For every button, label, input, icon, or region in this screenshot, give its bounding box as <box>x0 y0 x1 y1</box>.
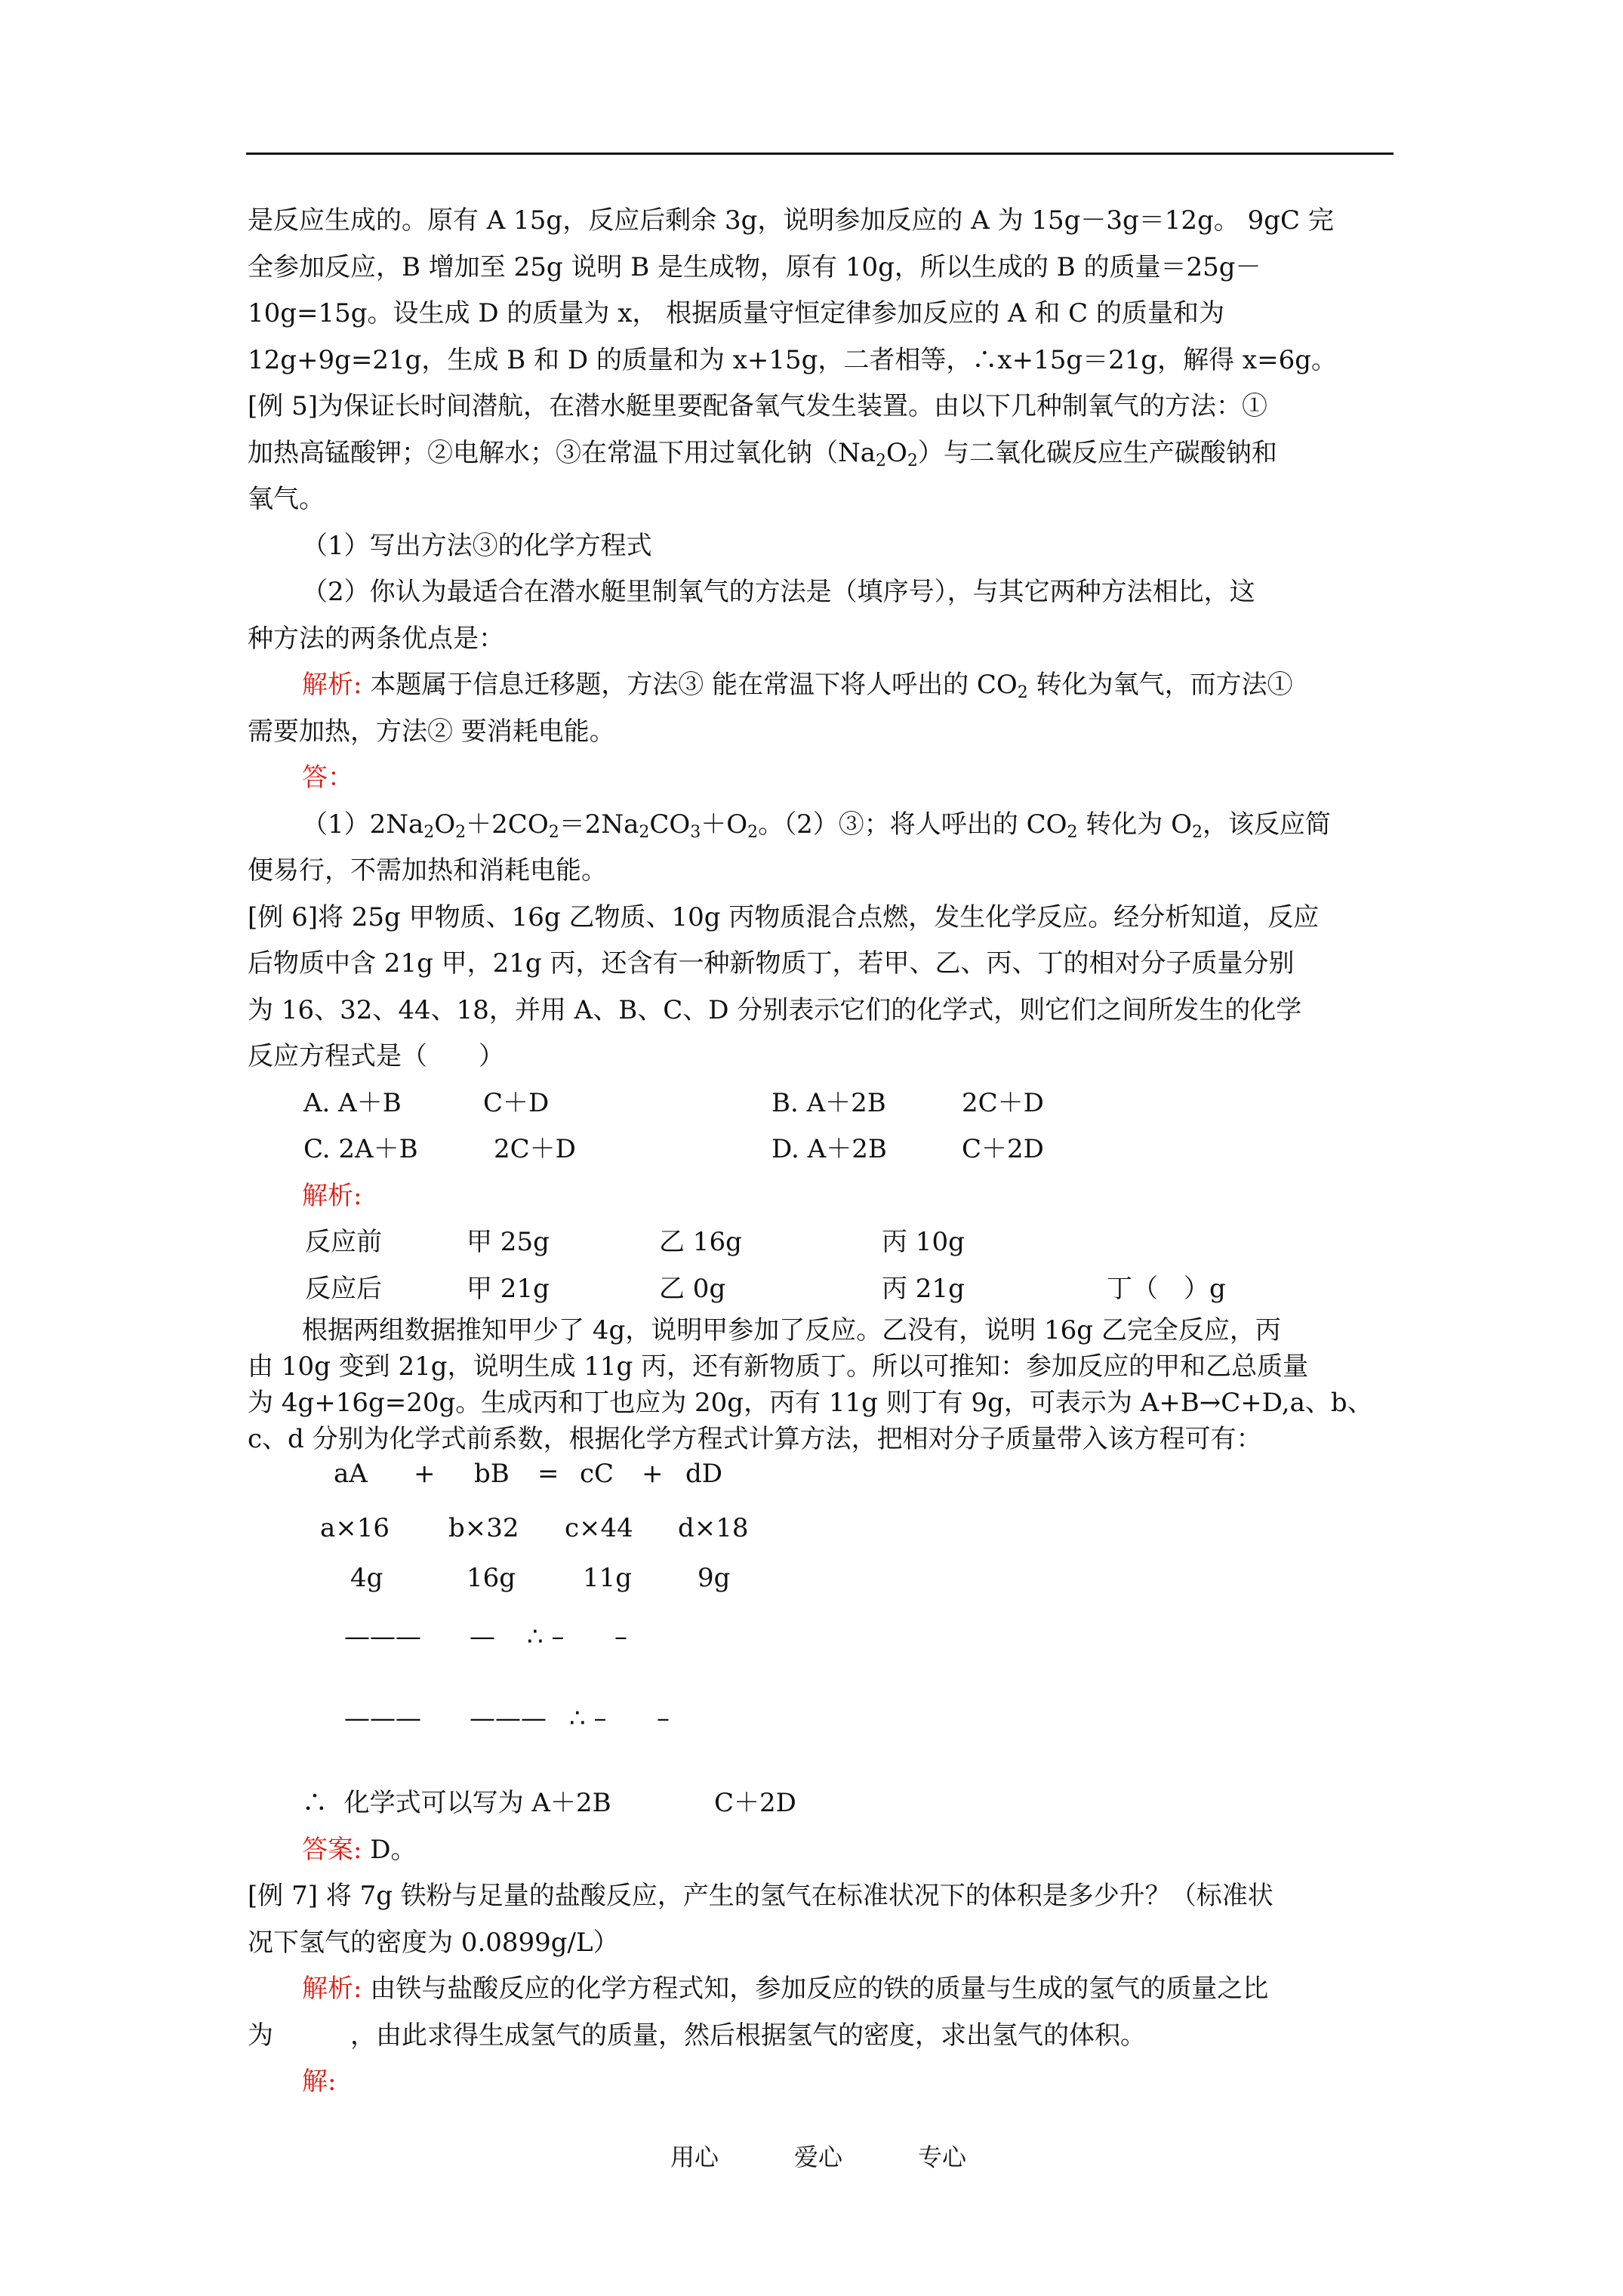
option-b: B. A＋2B <box>771 1087 886 1118</box>
analysis-line: 解析: 由铁与盐酸反应的化学方程式知，参加反应的铁的质量与生成的氢气的质量之比 <box>302 1974 1269 2004</box>
example-5-line: [例 5]为保证长时间潜航，在潜水艇里要配备氧气发生装置。由以下几种制氧气的方法：① <box>248 391 1267 421</box>
option-b-product: 2C＋D <box>962 1087 1044 1118</box>
example-6-line: 反应方程式是（ ） <box>248 1041 504 1071</box>
solution-label: 解: <box>302 2066 337 2097</box>
analysis-label-line <box>248 1173 1395 1220</box>
eq-cC: cC <box>580 1459 614 1489</box>
fraction-bar: – <box>657 1703 670 1734</box>
after-bing: 丙 21g <box>882 1273 965 1304</box>
fraction-bar: – <box>614 1622 627 1652</box>
text-line: c、d 分别为化学式前系数，根据化学方程式计算方法，把相对分子质量带入该方程可有： <box>248 1424 1262 1454</box>
mass-b: b×32 <box>448 1513 519 1543</box>
analysis-label: 解析: <box>302 670 362 700</box>
answer-line: 答案: D。 <box>302 1834 417 1865</box>
option-d-product: C＋2D <box>962 1134 1044 1164</box>
header-rule <box>246 153 1394 155</box>
option-a-product: C＋D <box>483 1087 550 1118</box>
eq-plus: + <box>414 1459 436 1489</box>
answer-label: 答： <box>302 763 353 793</box>
text-line: 为 4g+16g=20g。生成丙和丁也应为 20g，丙有 11g 则丁有 9g，可表示为 A+B→C+D,a、b、 <box>248 1388 1373 1418</box>
after-yi: 乙 0g <box>659 1273 726 1304</box>
fraction-bar: ——— <box>470 1703 547 1734</box>
question-2-cont: 种方法的两条优点是： <box>248 623 504 654</box>
footer-left: 用心 <box>670 2143 719 2171</box>
after-jia: 甲 21g <box>467 1273 550 1304</box>
grams-16: 16g <box>467 1563 516 1593</box>
fraction-row-2 <box>248 1696 1395 1780</box>
fraction-row-1 <box>248 1614 1395 1696</box>
grams-4: 4g <box>350 1563 383 1593</box>
mass-a: a×16 <box>320 1513 390 1543</box>
eq-aA: aA <box>334 1459 368 1489</box>
after-row <box>248 1266 1395 1313</box>
options-row-1 <box>248 1080 1395 1127</box>
footer-right: 专心 <box>918 2143 967 2171</box>
example-6-line: 后物质中含 21g 甲，21g 丙，还含有一种新物质丁，若甲、乙、丙、丁的相对分子质量分别 <box>248 948 1295 978</box>
answer-line: $(1)2Na_2O_2+2CO_2=2Na_2CO_3+O_2$。（2）③；将人呼出的 $CO_2$ 转化为 $O_2$，该反应简 <box>302 809 1331 842</box>
options-row-2 <box>248 1126 1395 1173</box>
before-row <box>248 1219 1395 1266</box>
conclusion-product: C＋2D <box>714 1788 796 1818</box>
mass-c: c×44 <box>565 1513 633 1543</box>
grams-9: 9g <box>698 1563 731 1593</box>
footer-middle: 爱心 <box>794 2143 843 2171</box>
example-6-line: 为 16、32、44、18，并用 A、B、C、D 分别表示它们的化学式，则它们之间所发生的化学 <box>248 994 1302 1025</box>
before-bing: 丙 10g <box>882 1227 965 1257</box>
option-c: C. 2A＋B <box>303 1134 418 1164</box>
analysis-cont: 需要加热，方法② 要消耗电能。 <box>248 716 615 747</box>
example-6-line: [例 6]将 25g 甲物质、16g 乙物质、10g 丙物质混合点燃，发生化学反应。经分析知道，反应 <box>248 901 1320 932</box>
solution-label-line <box>248 2059 1395 2106</box>
fraction-bar: ——— <box>344 1622 421 1652</box>
example-7-line: 况下氢气的密度为 0.0899g/L） <box>248 1927 619 1958</box>
example-5-line: 加热高锰酸钾；②电解水；③在常温下用过氧化钠$(Na_2O_2)$与二氧化碳反应生产碳酸钠和 <box>248 437 1277 470</box>
question-2: （2）你认为最适合在潜水艇里制氧气的方法是（填序号），与其它两种方法相比，这 <box>302 577 1255 607</box>
before-jia: 甲 25g <box>467 1227 550 1257</box>
text-line: 根据两组数据推知甲少了 4g，说明甲参加了反应。乙没有，说明 16g 乙完全反应，丙 <box>302 1315 1281 1345</box>
analysis-label: 解析: <box>302 1974 362 2004</box>
example-5-line: 氧气。 <box>248 484 325 514</box>
fraction-bar: — <box>470 1622 495 1652</box>
conclusion: ∴ 化学式可以写为 A＋2B <box>302 1788 611 1818</box>
eq-bB: bB <box>474 1459 510 1489</box>
fraction-bar: ——— <box>344 1703 421 1734</box>
conclusion-row <box>248 1780 1395 1827</box>
analysis-line: 解析: 本题属于信息迁移题，方法③ 能在常温下将人呼出的 $CO_2$ 转化为氧气，而方法① <box>302 670 1293 702</box>
analysis-label: 解析: <box>302 1180 362 1211</box>
therefore-fraction: ∴ – <box>569 1703 607 1734</box>
text-line: 10g=15g。设生成 D 的质量为 x， 根据质量守恒定律参加反应的 A 和 C 的质量和为 <box>248 298 1225 328</box>
text-line: 是反应生成的。原有 A 15g，反应后剩余 3g，说明参加反应的 A 为 15g－3g＝12g。 9gC 完 <box>248 205 1334 236</box>
text-line: 由 10g 变到 21g，说明生成 11g 丙，还有新物质丁。所以可推知：参加反应的甲和乙总质量 <box>248 1351 1309 1382</box>
analysis-paragraph <box>248 1312 1395 1457</box>
example-7-line: [例 7] 将 7g 铁粉与足量的盐酸反应，产生的氢气在标准状况下的体积是多少升？（标准状 <box>248 1881 1273 1911</box>
equation-row <box>248 1457 1395 1505</box>
question-1: （1）写出方法③的化学方程式 <box>302 530 652 561</box>
mass-d: d×18 <box>678 1513 749 1543</box>
answer-label-line <box>248 755 1395 802</box>
eq-plus: + <box>642 1459 664 1489</box>
before-label: 反应前 <box>305 1227 382 1257</box>
answer-cont: 便易行，不需加热和消耗电能。 <box>248 855 607 886</box>
before-yi: 乙 16g <box>659 1227 742 1257</box>
grams-11: 11g <box>583 1563 633 1593</box>
option-d: D. A＋2B <box>771 1134 887 1164</box>
option-c-product: 2C＋D <box>494 1134 576 1164</box>
page-content <box>248 198 1395 2106</box>
after-ding: 丁（ ）g <box>1107 1273 1226 1304</box>
analysis-cont: 为 ，由此求得生成氢气的质量，然后根据氢气的密度，求出氢气的体积。 <box>248 2020 1146 2051</box>
therefore-fraction: ∴ – <box>527 1622 565 1652</box>
text-line: 全参加反应，B 增加至 25g 说明 B 是生成物，原有 10g，所以生成的 B 的质量＝25g－ <box>248 251 1261 282</box>
option-a: A. A＋B <box>303 1087 402 1118</box>
answer-label: 答案: <box>302 1834 362 1865</box>
molar-row <box>248 1505 1395 1555</box>
eq-dD: dD <box>685 1459 723 1489</box>
eq-equals: = <box>537 1459 559 1489</box>
after-label: 反应后 <box>305 1273 382 1304</box>
text-line: 12g+9g=21g，生成 B 和 D 的质量和为 x+15g，二者相等，∴x+15g＝21g，解得 x=6g。 <box>248 344 1337 375</box>
grams-row <box>248 1555 1395 1614</box>
